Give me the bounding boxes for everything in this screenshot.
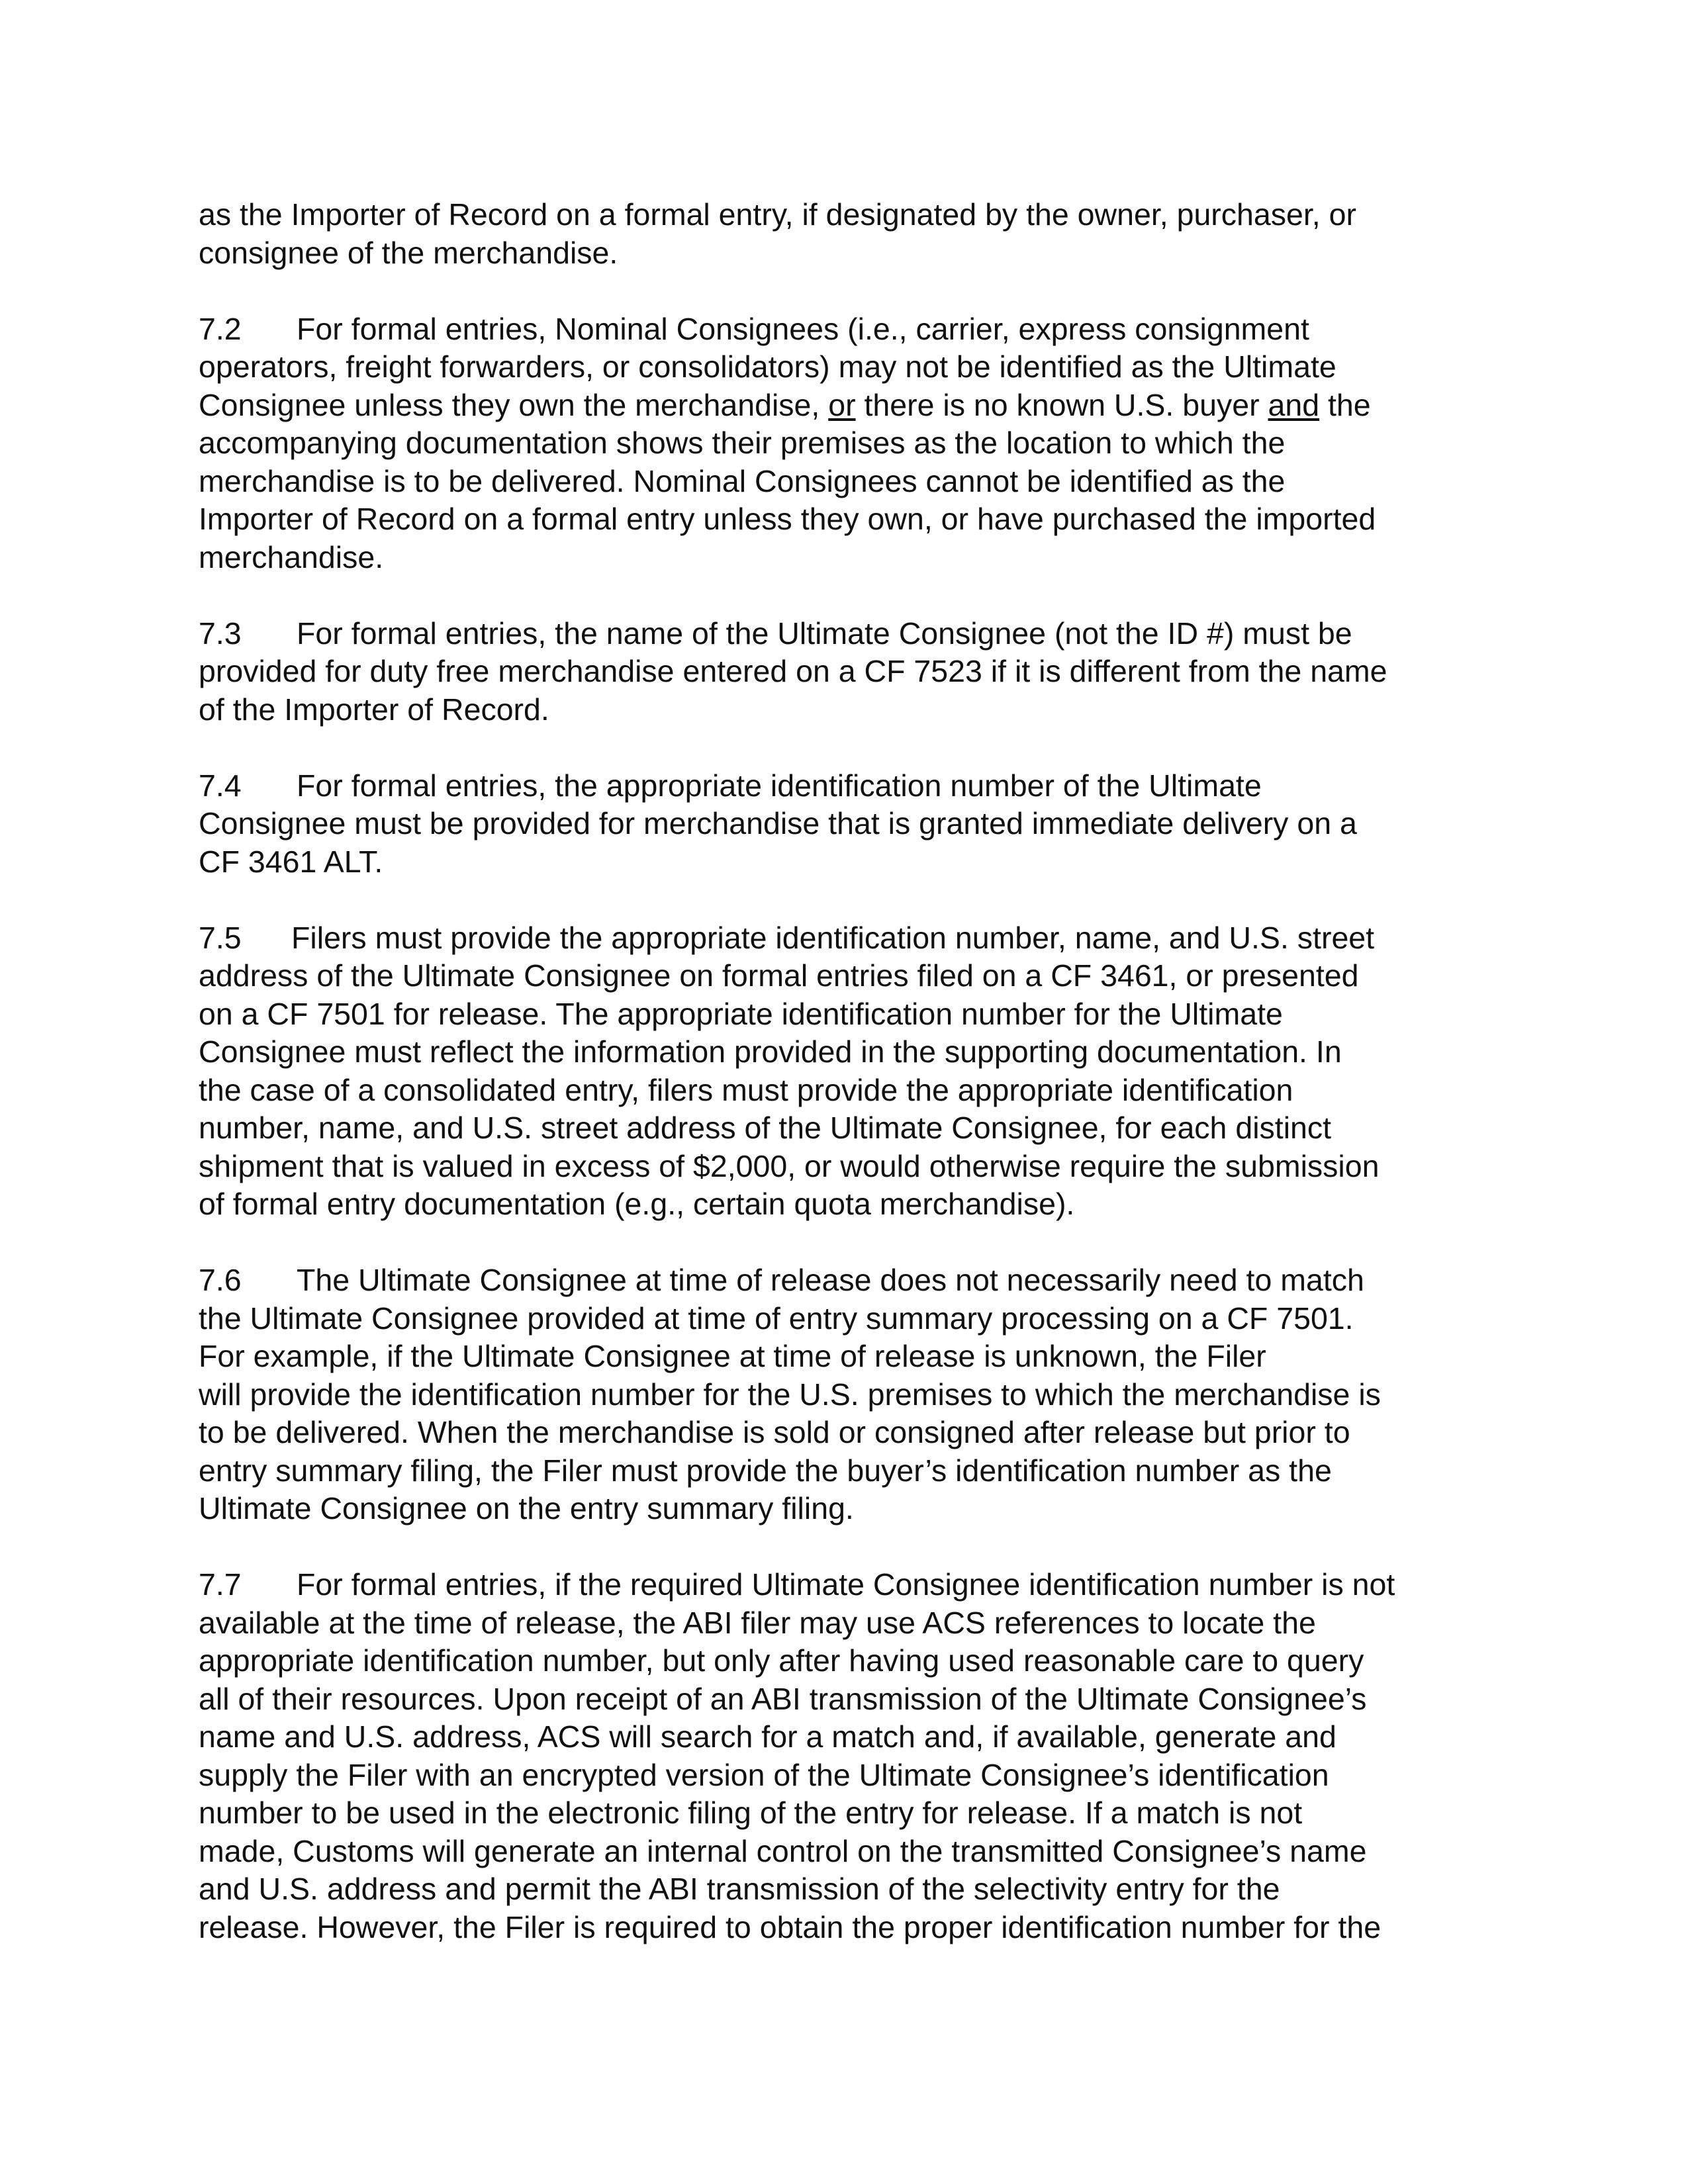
text-line: provided for duty free merchandise entered on a CF 7523 if it is different from the name: [199, 654, 1387, 688]
text-line: supply the Filer with an encrypted version of the Ultimate Consignee’s identification: [199, 1757, 1329, 1792]
text-line: [199, 767, 1489, 805]
text-line: the Ultimate Consignee provided at time of entry summary processing on a CF 7501.: [199, 1300, 1354, 1336]
text-line: release. However, the Filer is required to obtain the proper identification number for the: [199, 1909, 1382, 1944]
text-line: name and U.S. address, ACS will search for a match and, if available, generate and: [199, 1719, 1336, 1754]
text-fragment: Consignee unless they own the merchandise,: [199, 387, 829, 422]
paragraph-7-6: [199, 1261, 1489, 1528]
text-line: Ultimate Consignee on the entry summary filing.: [199, 1491, 854, 1525]
paragraph-intro: [199, 196, 1489, 272]
text-line: Importer of Record on a formal entry unless they own, or have purchased the imported: [199, 502, 1376, 536]
text-line: shipment that is valued in excess of $2,000, or would otherwise require the submission: [199, 1148, 1380, 1183]
text-line: [199, 615, 1489, 653]
text-line: the case of a consolidated entry, filers must provide the appropriate identification: [199, 1072, 1293, 1107]
text-line: appropriate identification number, but only after having used reasonable care to query: [199, 1643, 1364, 1678]
section-number: 7.3: [199, 615, 242, 651]
section-number: 7.2: [199, 311, 242, 346]
section-number: 7.6: [199, 1263, 242, 1297]
text-line: [199, 1261, 1489, 1300]
text-fragment: Filers must provide the appropriate identification number, name, and U.S. street: [291, 920, 1375, 955]
text-line: made, Customs will generate an internal control on the transmitted Consignee’s name: [199, 1833, 1367, 1868]
text-line: all of their resources. Upon receipt of an ABI transmission of the Ultimate Consignee’s: [199, 1681, 1367, 1716]
text-line: of formal entry documentation (e.g., certain quota merchandise).: [199, 1187, 1075, 1221]
paragraph-7-4: [199, 767, 1489, 882]
text-line: and U.S. address and permit the ABI transmission of the selectivity entry for the: [199, 1872, 1280, 1906]
underlined-and: and: [1268, 387, 1320, 422]
paragraph-7-3: [199, 615, 1489, 729]
text-line: [199, 1566, 1489, 1604]
section-number: 7.7: [199, 1567, 242, 1602]
text-line: accompanying documentation shows their premises as the location to which the: [199, 426, 1286, 460]
text-line: Consignee must be provided for merchandise that is granted immediate delivery on a: [199, 806, 1357, 841]
text-line: consignee of the merchandise.: [199, 235, 618, 270]
text-line: For example, if the Ultimate Consignee at time of release is unknown, the Filer: [199, 1339, 1266, 1373]
text-line: [199, 387, 1489, 425]
text-line: merchandise.: [199, 539, 384, 574]
underlined-or: or: [828, 387, 856, 422]
paragraph-7-2: [199, 310, 1489, 577]
paragraph-7-5: [199, 919, 1489, 1224]
text-fragment: For formal entries, the name of the Ultimate Consignee (not the ID #) must be: [297, 615, 1352, 651]
text-line: [199, 310, 1489, 349]
document-body: [199, 196, 1489, 1985]
text-fragment: there is no known U.S. buyer: [855, 387, 1268, 422]
text-line: of the Importer of Record.: [199, 692, 549, 727]
text-line: CF 3461 ALT.: [199, 844, 383, 879]
text-fragment: For formal entries, if the required Ultimate Consignee identification number is not: [297, 1567, 1395, 1602]
text-line: as the Importer of Record on a formal entry, if designated by the owner, purchaser, or: [199, 197, 1356, 232]
text-line: number to be used in the electronic filing of the entry for release. If a match is not: [199, 1796, 1303, 1830]
section-number: 7.5: [199, 920, 242, 955]
text-line: address of the Ultimate Consignee on formal entries filed on a CF 3461, or presented: [199, 958, 1359, 993]
text-line: [199, 919, 1489, 958]
text-fragment: The Ultimate Consignee at time of release does not necessarily need to match: [297, 1263, 1364, 1297]
text-line: to be delivered. When the merchandise is sold or consigned after release but prior to: [199, 1415, 1350, 1449]
text-fragment: For formal entries, Nominal Consignees (i.e., carrier, express consignment: [297, 311, 1309, 346]
text-fragment: For formal entries, the appropriate identification number of the Ultimate: [297, 768, 1262, 803]
text-line: merchandise is to be delivered. Nominal Consignees cannot be identified as the: [199, 463, 1286, 498]
text-line: will provide the identification number for the U.S. premises to which the merchandise is: [199, 1377, 1381, 1412]
text-line: available at the time of release, the ABI filer may use ACS references to locate the: [199, 1605, 1316, 1640]
text-line: operators, freight forwarders, or consolidators) may not be identified as the Ultimate: [199, 349, 1336, 384]
text-fragment: the: [1319, 387, 1371, 422]
paragraph-7-7: [199, 1566, 1489, 1946]
text-line: number, name, and U.S. street address of the Ultimate Consignee, for each distinct: [199, 1111, 1332, 1145]
text-line: entry summary filing, the Filer must provide the buyer’s identification number as the: [199, 1453, 1332, 1488]
text-line: on a CF 7501 for release. The appropriate identification number for the Ultimate: [199, 996, 1283, 1031]
section-number: 7.4: [199, 768, 242, 803]
text-line: Consignee must reflect the information provided in the supporting documentation. In: [199, 1034, 1342, 1069]
